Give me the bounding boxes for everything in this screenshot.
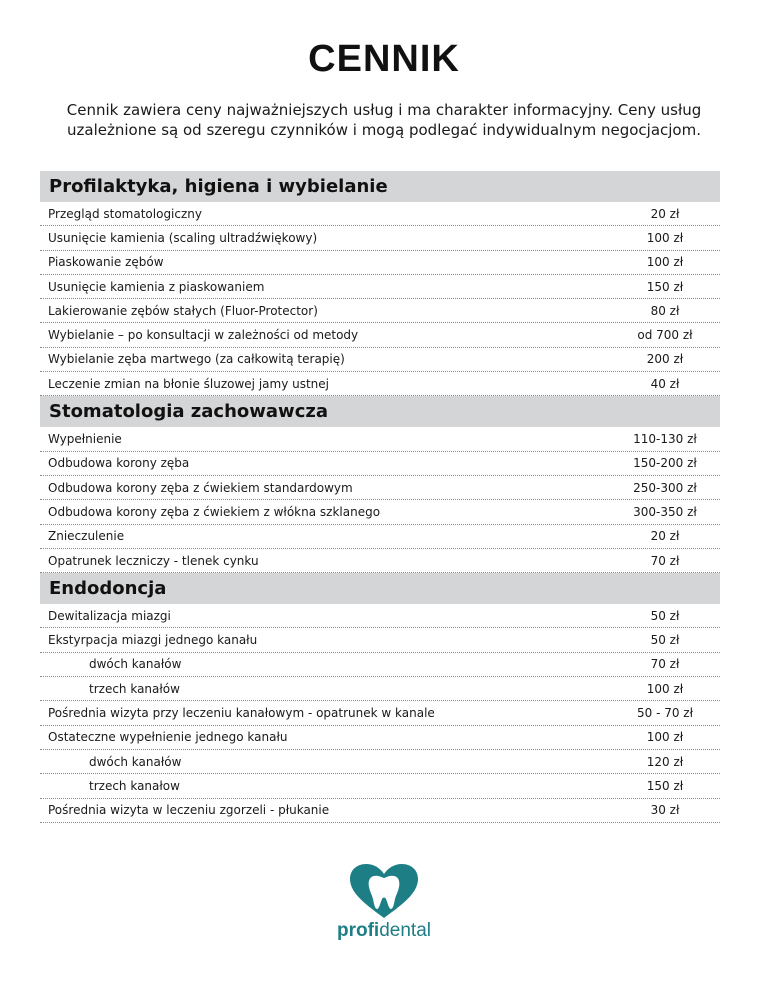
- service-price: 110-130 zł: [633, 432, 697, 447]
- service-price: 150-200 zł: [633, 456, 697, 471]
- price-row: [40, 525, 720, 549]
- service-price: 200 zł: [646, 352, 684, 367]
- intro-text: Cennik zawiera ceny najważniejszych usług i ma charakter informacyjny. Ceny usług uzależnione są od szeregu czynników i mogą podlegać indywidualnym negocjacjom.: [66, 101, 702, 139]
- service-name: trzech kanałow: [89, 778, 180, 793]
- service-price: 300-350 zł: [633, 504, 697, 519]
- service-name: dwóch kanałów: [89, 754, 182, 769]
- service-name: Opatrunek leczniczy - tlenek cynku: [48, 553, 259, 568]
- service-price: 70 zł: [650, 553, 680, 568]
- service-name: Pośrednia wizyta przy leczeniu kanałowym - opatrunek w kanale: [48, 705, 435, 720]
- service-name: Ekstyrpacja miazgi jednego kanału: [48, 633, 258, 648]
- price-row: [40, 251, 720, 275]
- price-row: [40, 604, 720, 628]
- price-row: [40, 226, 720, 250]
- service-price: 50 zł: [650, 633, 680, 648]
- brand-light: dental: [379, 920, 431, 941]
- service-name: trzech kanałów: [89, 681, 180, 696]
- price-row: [40, 452, 720, 476]
- service-price: od 700 zł: [637, 328, 693, 343]
- price-row: [40, 299, 720, 323]
- service-price: 250-300 zł: [633, 480, 697, 495]
- section-header: Profilaktyka, higiena i wybielanie: [40, 171, 720, 202]
- page-title: CENNIK: [308, 38, 460, 80]
- price-list: [40, 171, 720, 823]
- service-name: Wybielanie zęba martwego (za całkowitą terapię): [48, 352, 345, 367]
- price-row: [40, 202, 720, 226]
- service-name: Odbudowa korony zęba z ćwiekiem z włókna szklanego: [48, 504, 381, 519]
- price-row: [40, 677, 720, 701]
- service-price: 20 zł: [650, 529, 680, 544]
- price-row: [40, 476, 720, 500]
- service-name: Lakierowanie zębów stałych (Fluor-Protector): [48, 303, 318, 318]
- price-row: [40, 774, 720, 798]
- brand-name: [320, 920, 448, 942]
- service-name: Leczenie zmian na błonie śluzowej jamy ustnej: [48, 376, 330, 391]
- brand-bold: profi: [337, 920, 380, 941]
- service-name: Odbudowa korony zęba: [48, 456, 190, 471]
- service-price: 80 zł: [650, 303, 680, 318]
- service-price: 100 zł: [646, 255, 684, 270]
- price-row: [40, 726, 720, 750]
- price-row: [40, 549, 720, 573]
- service-name: Dewitalizacja miazgi: [48, 608, 171, 623]
- service-price: 20 zł: [650, 206, 680, 221]
- section-header: Endodoncja: [40, 573, 720, 604]
- price-row: [40, 628, 720, 652]
- service-name: Usunięcie kamienia (scaling ultradźwiękowy): [48, 230, 318, 245]
- price-row: [40, 372, 720, 396]
- price-row: [40, 348, 720, 372]
- service-name: Pośrednia wizyta w leczeniu zgorzeli - płukanie: [48, 803, 330, 818]
- service-name: Usunięcie kamienia z piaskowaniem: [48, 279, 265, 294]
- service-name: Wybielanie – po konsultacji w zależności od metody: [48, 328, 359, 343]
- service-price: 40 zł: [650, 376, 680, 391]
- price-row: [40, 275, 720, 299]
- service-name: Wypełnienie: [48, 432, 122, 447]
- price-row: [40, 750, 720, 774]
- price-row: [40, 427, 720, 451]
- service-price: 120 zł: [646, 754, 684, 769]
- service-price: 30 zł: [650, 803, 680, 818]
- service-price: 50 - 70 zł: [636, 705, 694, 720]
- service-name: dwóch kanałów: [89, 657, 182, 672]
- price-row: [40, 799, 720, 823]
- price-row: [40, 500, 720, 524]
- service-price: 100 zł: [646, 681, 684, 696]
- price-row: [40, 653, 720, 677]
- service-price: 100 zł: [646, 230, 684, 245]
- service-price: 150 zł: [646, 778, 684, 793]
- service-name: Znieczulenie: [48, 529, 125, 544]
- service-price: 70 zł: [650, 657, 680, 672]
- tooth-heart-icon: [348, 864, 420, 920]
- service-name: Piaskowanie zębów: [48, 255, 164, 270]
- section-header: Stomatologia zachowawcza: [40, 396, 720, 427]
- service-price: 50 zł: [650, 608, 680, 623]
- price-row: [40, 323, 720, 347]
- service-price: 100 zł: [646, 730, 684, 745]
- service-name: Przegląd stomatologiczny: [48, 206, 202, 221]
- price-row: [40, 701, 720, 725]
- service-name: Ostateczne wypełnienie jednego kanału: [48, 730, 288, 745]
- service-name: Odbudowa korony zęba z ćwiekiem standardowym: [48, 480, 353, 495]
- service-price: 150 zł: [646, 279, 684, 294]
